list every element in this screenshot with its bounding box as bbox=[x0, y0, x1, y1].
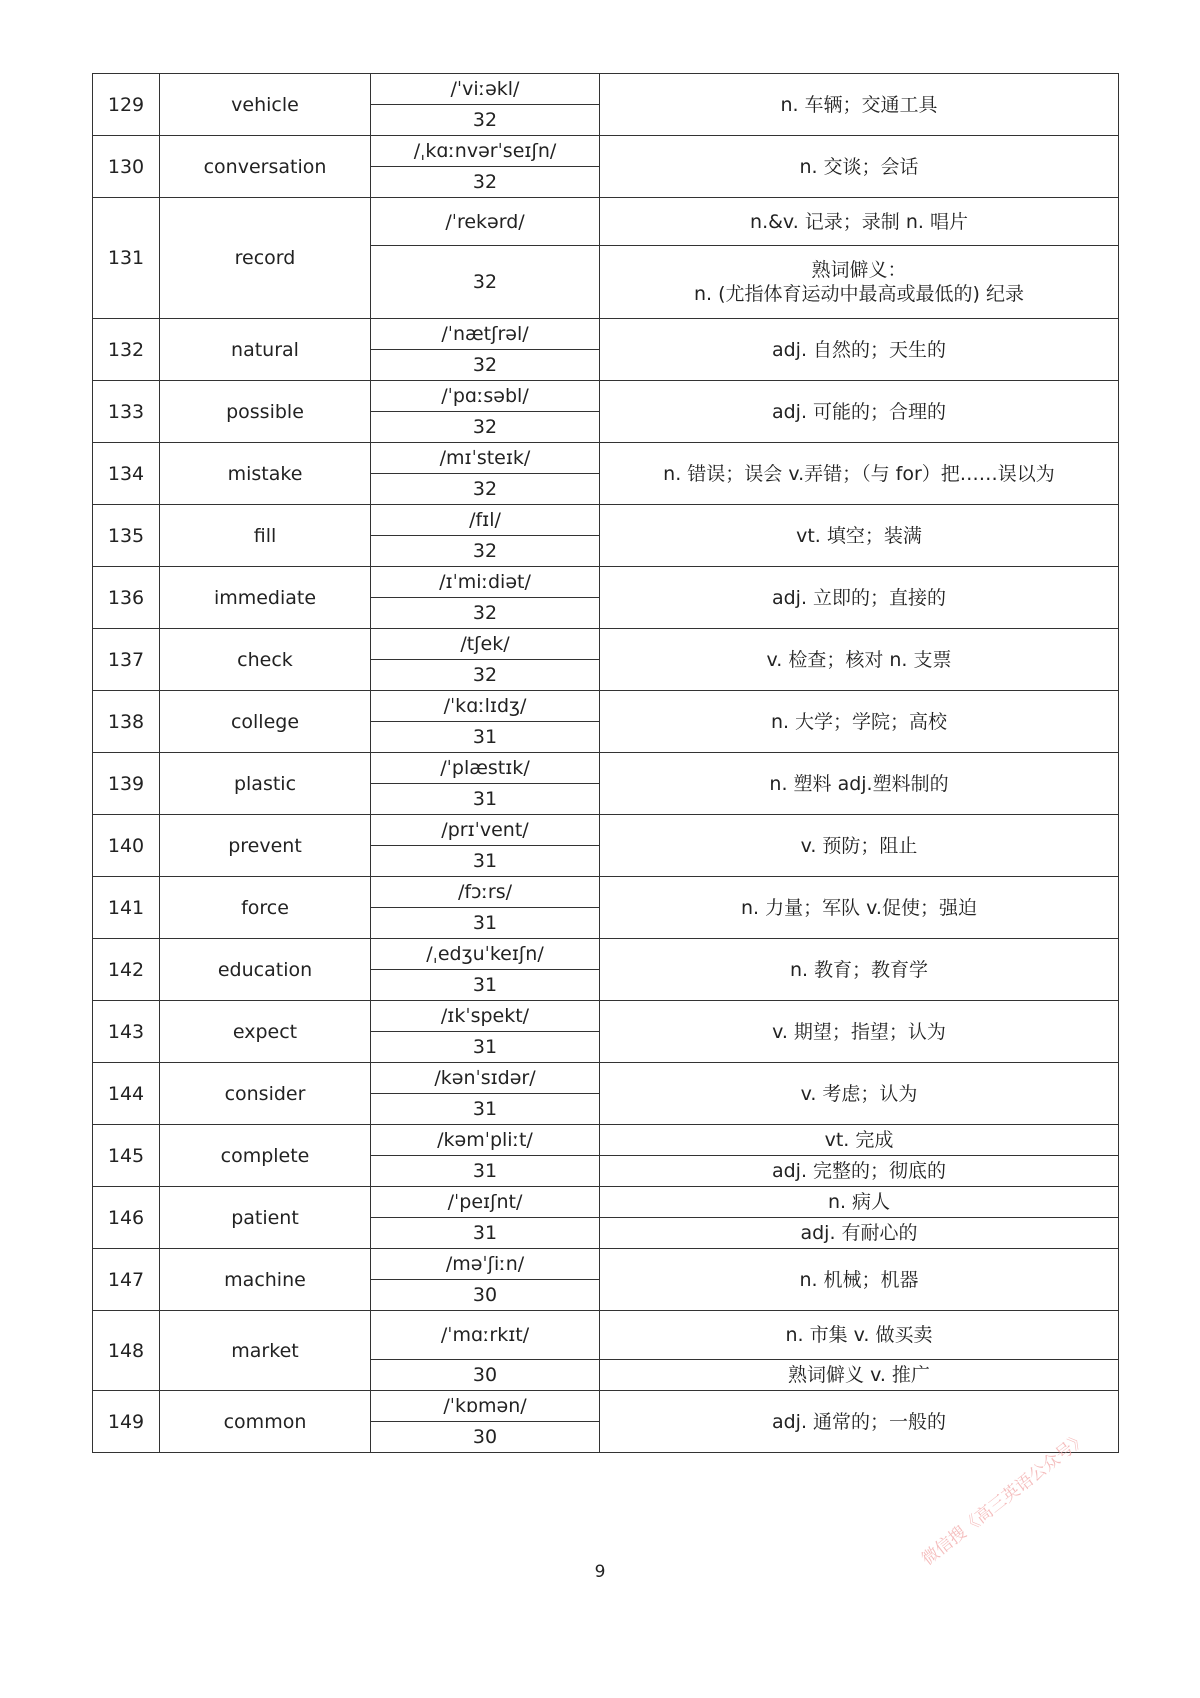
entry-number: 136 bbox=[93, 567, 160, 629]
entry-definition-secondary: adj. 有耐心的 bbox=[600, 1218, 1119, 1249]
entry-definition-secondary: 熟词僻义 v. 推广 bbox=[600, 1360, 1119, 1391]
entry-number: 142 bbox=[93, 939, 160, 1001]
entry-frequency: 30 bbox=[371, 1280, 600, 1311]
entry-frequency: 32 bbox=[371, 412, 600, 443]
entry-definition: adj. 自然的；天生的 bbox=[600, 319, 1119, 381]
entry-number: 140 bbox=[93, 815, 160, 877]
table-row bbox=[93, 567, 1119, 598]
entry-word: expect bbox=[160, 1001, 371, 1063]
entry-definition: v. 检查；核对 n. 支票 bbox=[600, 629, 1119, 691]
entry-definition: v. 考虑；认为 bbox=[600, 1063, 1119, 1125]
entry-number: 137 bbox=[93, 629, 160, 691]
entry-number: 130 bbox=[93, 136, 160, 198]
table-row bbox=[93, 1001, 1119, 1032]
entry-word: force bbox=[160, 877, 371, 939]
entry-number: 143 bbox=[93, 1001, 160, 1063]
table-row bbox=[93, 939, 1119, 970]
table-row bbox=[93, 815, 1119, 846]
entry-frequency: 31 bbox=[371, 784, 600, 815]
entry-frequency: 31 bbox=[371, 846, 600, 877]
entry-word: natural bbox=[160, 319, 371, 381]
table-row bbox=[93, 1125, 1119, 1156]
table-row bbox=[93, 443, 1119, 474]
table-row bbox=[93, 753, 1119, 784]
entry-word: market bbox=[160, 1311, 371, 1391]
entry-phonetic: /ˈkɒmən/ bbox=[371, 1391, 600, 1422]
entry-word: record bbox=[160, 198, 371, 319]
watermark-text: 微信搜《高三英语公众号》 bbox=[918, 1428, 1092, 1570]
entry-phonetic: /ˈviːəkl/ bbox=[371, 74, 600, 105]
entry-frequency: 32 bbox=[371, 246, 600, 319]
table-row bbox=[93, 1187, 1119, 1218]
entry-frequency: 31 bbox=[371, 722, 600, 753]
entry-phonetic: /ˈkɑːlɪdʒ/ bbox=[371, 691, 600, 722]
entry-phonetic: /tʃek/ bbox=[371, 629, 600, 660]
vocabulary-table-body bbox=[93, 74, 1119, 1453]
entry-frequency: 31 bbox=[371, 970, 600, 1001]
vocabulary-table bbox=[92, 73, 1119, 1453]
entry-phonetic: /ˈrekərd/ bbox=[371, 198, 600, 246]
entry-definition: vt. 填空；装满 bbox=[600, 505, 1119, 567]
entry-number: 141 bbox=[93, 877, 160, 939]
entry-phonetic: /ɪkˈspekt/ bbox=[371, 1001, 600, 1032]
entry-number: 135 bbox=[93, 505, 160, 567]
entry-word: prevent bbox=[160, 815, 371, 877]
entry-frequency: 32 bbox=[371, 598, 600, 629]
entry-word: possible bbox=[160, 381, 371, 443]
entry-extra-meaning: 熟词僻义： n. (尤指体育运动中最高或最低的) 纪录 bbox=[600, 246, 1119, 319]
entry-phonetic: /kənˈsɪdər/ bbox=[371, 1063, 600, 1094]
entry-word: college bbox=[160, 691, 371, 753]
entry-word: immediate bbox=[160, 567, 371, 629]
table-row bbox=[93, 319, 1119, 350]
entry-word: common bbox=[160, 1391, 371, 1453]
entry-phonetic: /məˈʃiːn/ bbox=[371, 1249, 600, 1280]
entry-definition: adj. 可能的；合理的 bbox=[600, 381, 1119, 443]
table-row bbox=[93, 136, 1119, 167]
entry-phonetic: /fɔːrs/ bbox=[371, 877, 600, 908]
entry-number: 148 bbox=[93, 1311, 160, 1391]
entry-frequency: 31 bbox=[371, 1094, 600, 1125]
entry-phonetic: /ˈpeɪʃnt/ bbox=[371, 1187, 600, 1218]
table-row bbox=[93, 381, 1119, 412]
entry-definition: n. 大学；学院；高校 bbox=[600, 691, 1119, 753]
entry-number: 144 bbox=[93, 1063, 160, 1125]
entry-word: consider bbox=[160, 1063, 371, 1125]
entry-number: 133 bbox=[93, 381, 160, 443]
entry-definition: n. 错误；误会 v.弄错；（与 for）把……误以为 bbox=[600, 443, 1119, 505]
entry-phonetic: /ˌedʒuˈkeɪʃn/ bbox=[371, 939, 600, 970]
table-row bbox=[93, 1249, 1119, 1280]
entry-definition: vt. 完成 bbox=[600, 1125, 1119, 1156]
entry-word: fill bbox=[160, 505, 371, 567]
entry-number: 129 bbox=[93, 74, 160, 136]
entry-number: 146 bbox=[93, 1187, 160, 1249]
entry-number: 139 bbox=[93, 753, 160, 815]
entry-word: mistake bbox=[160, 443, 371, 505]
entry-word: complete bbox=[160, 1125, 371, 1187]
entry-frequency: 30 bbox=[371, 1422, 600, 1453]
entry-definition: adj. 立即的；直接的 bbox=[600, 567, 1119, 629]
entry-definition: n. 力量；军队 v.促使；强迫 bbox=[600, 877, 1119, 939]
entry-number: 149 bbox=[93, 1391, 160, 1453]
table-row bbox=[93, 1063, 1119, 1094]
entry-number: 147 bbox=[93, 1249, 160, 1311]
entry-frequency: 32 bbox=[371, 167, 600, 198]
entry-number: 134 bbox=[93, 443, 160, 505]
entry-frequency: 31 bbox=[371, 1032, 600, 1063]
entry-phonetic: /fɪl/ bbox=[371, 505, 600, 536]
table-row bbox=[93, 1391, 1119, 1422]
entry-phonetic: /ˈplæstɪk/ bbox=[371, 753, 600, 784]
entry-definition: n. 市集 v. 做买卖 bbox=[600, 1311, 1119, 1360]
page-number: 9 bbox=[594, 1562, 606, 1582]
table-row bbox=[93, 198, 1119, 246]
entry-frequency: 31 bbox=[371, 1218, 600, 1249]
entry-frequency: 32 bbox=[371, 105, 600, 136]
entry-word: machine bbox=[160, 1249, 371, 1311]
entry-frequency: 32 bbox=[371, 536, 600, 567]
entry-definition: n. 病人 bbox=[600, 1187, 1119, 1218]
entry-definition: n. 机械；机器 bbox=[600, 1249, 1119, 1311]
entry-phonetic: /ˈpɑːsəbl/ bbox=[371, 381, 600, 412]
entry-definition: v. 预防；阻止 bbox=[600, 815, 1119, 877]
entry-definition: v. 期望；指望；认为 bbox=[600, 1001, 1119, 1063]
entry-word: education bbox=[160, 939, 371, 1001]
entry-word: patient bbox=[160, 1187, 371, 1249]
entry-word: vehicle bbox=[160, 74, 371, 136]
entry-phonetic: /mɪˈsteɪk/ bbox=[371, 443, 600, 474]
entry-definition-secondary: adj. 完整的；彻底的 bbox=[600, 1156, 1119, 1187]
entry-phonetic: /ˈnætʃrəl/ bbox=[371, 319, 600, 350]
entry-frequency: 32 bbox=[371, 660, 600, 691]
entry-word: conversation bbox=[160, 136, 371, 198]
entry-frequency: 32 bbox=[371, 350, 600, 381]
table-row bbox=[93, 877, 1119, 908]
entry-definition: n. 交谈；会话 bbox=[600, 136, 1119, 198]
entry-definition: n. 教育；教育学 bbox=[600, 939, 1119, 1001]
entry-phonetic: /prɪˈvent/ bbox=[371, 815, 600, 846]
entry-phonetic: /ˌkɑːnvərˈseɪʃn/ bbox=[371, 136, 600, 167]
entry-number: 132 bbox=[93, 319, 160, 381]
entry-phonetic: /ɪˈmiːdiət/ bbox=[371, 567, 600, 598]
entry-word: check bbox=[160, 629, 371, 691]
entry-definition: n. 车辆；交通工具 bbox=[600, 74, 1119, 136]
entry-word: plastic bbox=[160, 753, 371, 815]
entry-frequency: 30 bbox=[371, 1360, 600, 1391]
table-row bbox=[93, 74, 1119, 105]
entry-number: 145 bbox=[93, 1125, 160, 1187]
entry-definition: n. 塑料 adj.塑料制的 bbox=[600, 753, 1119, 815]
entry-number: 131 bbox=[93, 198, 160, 319]
entry-definition: n.&v. 记录；录制 n. 唱片 bbox=[600, 198, 1119, 246]
table-row bbox=[93, 691, 1119, 722]
table-row bbox=[93, 629, 1119, 660]
entry-frequency: 31 bbox=[371, 1156, 600, 1187]
table-row bbox=[93, 505, 1119, 536]
entry-phonetic: /kəmˈpliːt/ bbox=[371, 1125, 600, 1156]
entry-frequency: 31 bbox=[371, 908, 600, 939]
entry-definition: adj. 通常的；一般的 bbox=[600, 1391, 1119, 1453]
table-row bbox=[93, 1311, 1119, 1360]
entry-number: 138 bbox=[93, 691, 160, 753]
entry-phonetic: /ˈmɑːrkɪt/ bbox=[371, 1311, 600, 1360]
entry-frequency: 32 bbox=[371, 474, 600, 505]
